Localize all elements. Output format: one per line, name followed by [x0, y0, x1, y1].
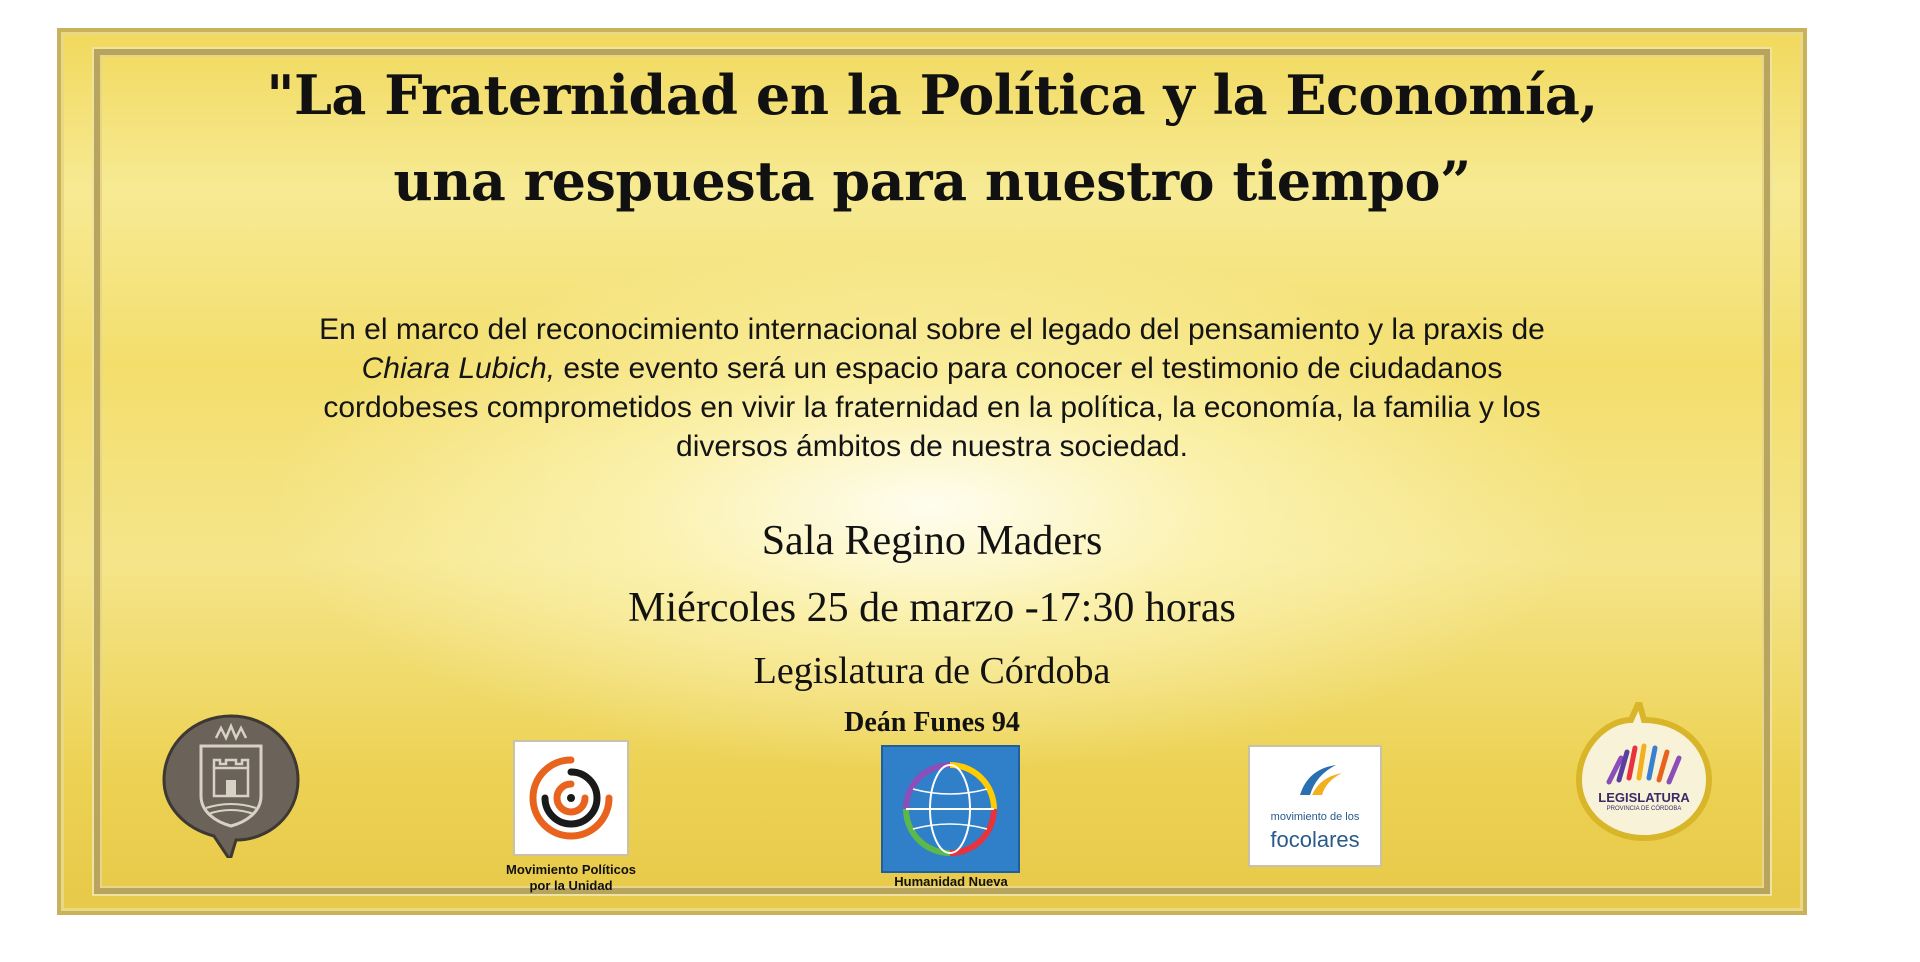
invitation-card [57, 28, 1807, 915]
focolares-small-text: movimiento de los [1270, 811, 1360, 823]
description-line-2 [141, 349, 1723, 388]
mpu-spiral-icon [513, 740, 629, 856]
humanidad-nueva-globe-icon [881, 745, 1020, 873]
hn-label: Humanidad Nueva [894, 874, 1008, 889]
cordoba-coat-of-arms-icon [156, 708, 306, 858]
description-name: Chiara Lubich, [361, 352, 556, 385]
legislatura-subtitle: PROVINCIA DE CÓRDOBA [1606, 806, 1682, 812]
event-title [61, 52, 1803, 224]
title-line-1: "La Fraternidad en la Política y la Economía, [266, 63, 1598, 127]
focolares-name: focolares [1270, 827, 1360, 852]
legislatura-name: LEGISLATURA [1598, 790, 1690, 805]
event-description [141, 310, 1723, 466]
title-line-2: una respuesta para nuestro tiempo” [393, 149, 1471, 213]
venue-place: Legislatura de Córdoba [753, 650, 1111, 692]
description-line-2-rest: este evento será un espacio para conocer el testimonio de ciudadanos [555, 352, 1503, 385]
venue-room: Sala Regino Maders [761, 518, 1103, 564]
legislatura-speech-bubble-icon [1569, 702, 1719, 852]
mpu-label [471, 862, 671, 894]
mpu-label-line-1: Movimiento Políticos [505, 862, 636, 877]
mpu-label-line-2: por la Unidad [529, 878, 613, 893]
focolares-wave-icon [1248, 745, 1382, 867]
event-date-time: Miércoles 25 de marzo -17:30 horas [628, 585, 1236, 631]
description-line-1: En el marco del reconocimiento internacional sobre el legado del pensamiento y la praxis de [319, 313, 1545, 346]
venue-address: Deán Funes 94 [844, 707, 1020, 738]
description-line-4: diversos ámbitos de nuestra sociedad. [676, 430, 1188, 463]
description-line-3: cordobeses comprometidos en vivir la fraternidad en la política, la economía, la familia y los [323, 391, 1541, 424]
